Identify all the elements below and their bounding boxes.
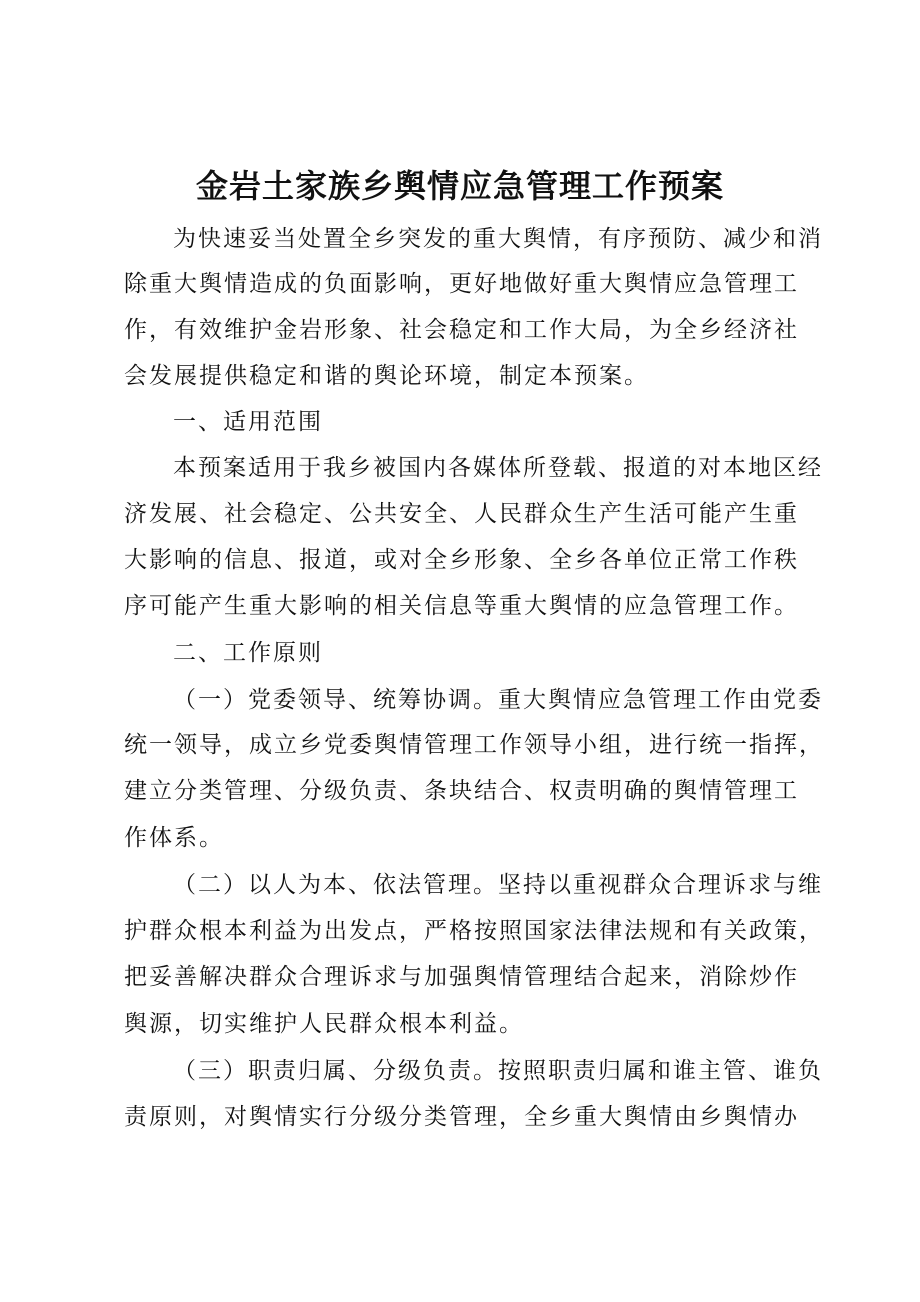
paragraph-line: 护群众根本利益为出发点，严格按照国家法律法规和有关政策，	[124, 918, 824, 944]
section-heading: 二、工作原则	[173, 640, 323, 666]
paragraph-line: 为快速妥当处置全乡突发的重大舆情，有序预防、减少和消	[173, 226, 823, 252]
paragraph-line: （二）以人为本、依法管理。坚持以重视群众合理诉求与维	[173, 872, 823, 898]
paragraph-line: （一）党委领导、统筹协调。重大舆情应急管理工作由党委	[173, 687, 823, 713]
paragraph-line: 会发展提供稳定和谐的舆论环境，制定本预案。	[124, 363, 649, 389]
paragraph-line: 本预案适用于我乡被国内各媒体所登载、报道的对本地区经	[173, 455, 823, 481]
document-title: 金岩土家族乡舆情应急管理工作预案	[195, 167, 724, 205]
paragraph-line: （三）职责归属、分级负责。按照职责归属和谁主管、谁负	[173, 1058, 823, 1084]
paragraph-line: 作，有效维护金岩形象、社会稳定和工作大局，为全乡经济社	[124, 317, 799, 343]
paragraph-line: 建立分类管理、分级负责、条块结合、权责明确的舆情管理工	[124, 778, 799, 804]
paragraph-line: 统一领导，成立乡党委舆情管理工作领导小组，进行统一指挥，	[124, 732, 824, 758]
paragraph-line: 济发展、社会稳定、公共安全、人民群众生产生活可能产生重	[124, 501, 799, 527]
paragraph-line: 序可能产生重大影响的相关信息等重大舆情的应急管理工作。	[124, 593, 799, 619]
paragraph-line: 舆源，切实维护人民群众根本利益。	[124, 1011, 524, 1037]
section-heading: 一、适用范围	[173, 409, 323, 435]
paragraph-line: 作体系。	[124, 825, 224, 851]
paragraph-line: 除重大舆情造成的负面影响，更好地做好重大舆情应急管理工	[124, 271, 799, 297]
paragraph-line: 责原则，对舆情实行分级分类管理，全乡重大舆情由乡舆情办	[124, 1104, 799, 1130]
paragraph-line: 大影响的信息、报道，或对全乡形象、全乡各单位正常工作秩	[124, 547, 799, 573]
paragraph-line: 把妥善解决群众合理诉求与加强舆情管理结合起来，消除炒作	[124, 964, 799, 990]
